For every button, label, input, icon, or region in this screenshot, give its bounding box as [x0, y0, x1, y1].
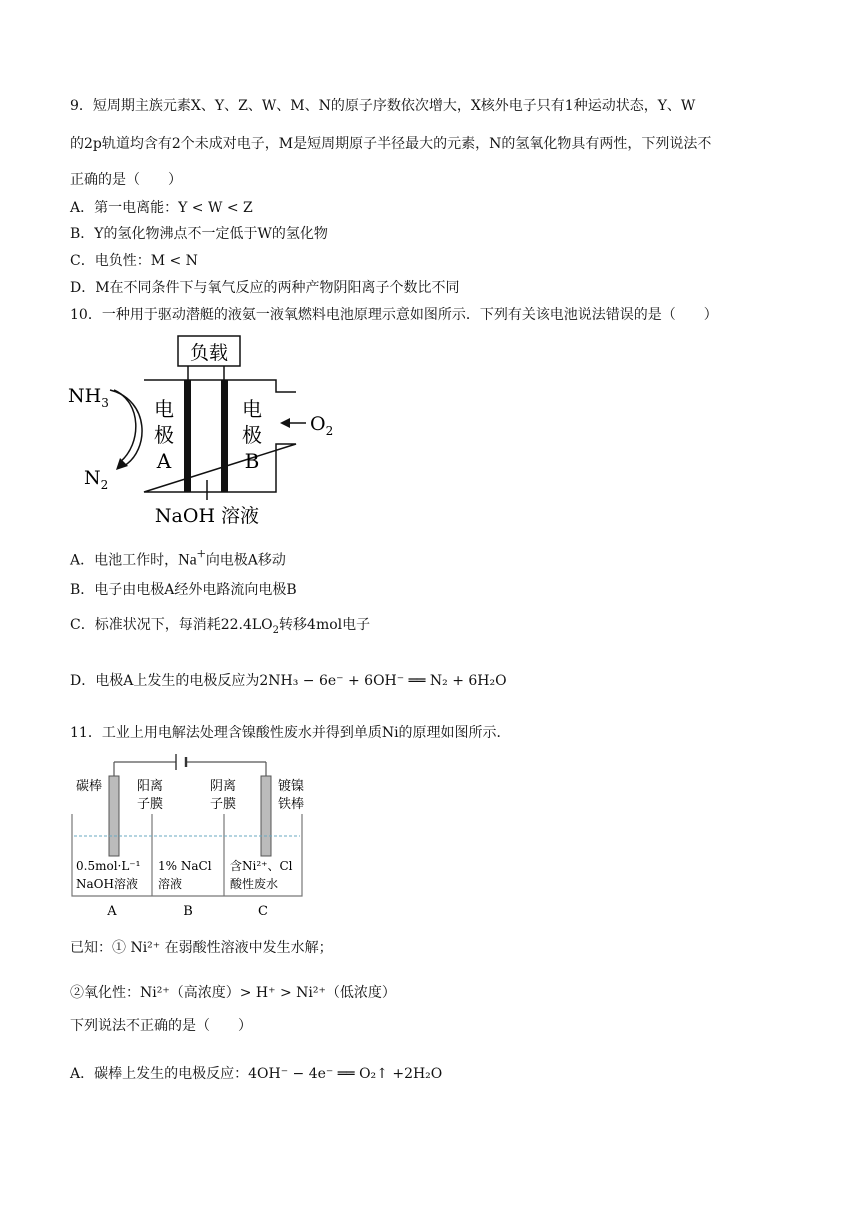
- carbon-rod-label: 碳棒: [76, 779, 103, 794]
- solution-label: NaOH 溶液: [154, 505, 260, 527]
- compartment-c-label: C: [258, 904, 268, 919]
- q10-option-b: B．电子由电极A经外电路流向电极B: [70, 582, 297, 598]
- electrode-b-plate: [221, 380, 228, 492]
- q9-option-c: C．电负性：M < N: [70, 253, 198, 269]
- q11-stem: 11．工业上用电解法处理含镍酸性废水并得到单质Ni的原理如图所示．: [70, 725, 511, 741]
- nh3-label: $NH_3$: [68, 385, 109, 410]
- compartment-a-label: A: [107, 904, 117, 919]
- q11-known-1: 已知：① Ni²⁺ 在弱酸性溶液中发生水解；: [70, 940, 333, 956]
- q10-option-d: D．电极A上发生的电极反应为2NH₃ − 6e⁻ + 6OH⁻ ══ N₂ + 6H₂O: [70, 673, 507, 689]
- q11-ask: 下列说法不正确的是（ ）: [70, 1018, 252, 1034]
- q9-option-d: D．M在不同条件下与氧气反应的两种产物阴阳离子个数比不同: [70, 280, 460, 296]
- o2-label: $O_2$: [310, 413, 334, 438]
- electrode-a-char2: 极: [154, 423, 174, 447]
- nickel-plated-iron-rod: [261, 776, 271, 856]
- electrode-a-plate: [184, 380, 191, 492]
- q9-option-b: B．Y的氢化物沸点不一定低于W的氢化物: [70, 226, 328, 242]
- nh3-to-n2-arrow: [114, 390, 136, 462]
- electrode-a-char3: A: [156, 449, 172, 473]
- cell-a-text-2: NaOH溶液: [76, 877, 138, 891]
- q9-stem-line2: 的2p轨道均含有2个未成对电子，M是短周期原子半径最大的元素，N的氢氧化物具有两性，下列说法不: [70, 136, 712, 152]
- cell-b-text-2: 溶液: [158, 877, 183, 891]
- q9-stem-line1: 9．短周期主族元素X、Y、Z、W、M、N的原子序数依次增大，X核外电子只有1种运动状态，Y、W: [70, 98, 696, 114]
- electrolysis-diagram: [70, 752, 310, 922]
- nickel-rod-label-1: 镀镍: [278, 779, 305, 794]
- fuel-cell-diagram: [64, 334, 354, 528]
- cell-c-text-1: 含Ni²⁺、Cl: [230, 859, 293, 873]
- electrode-a-char1: 电: [154, 397, 174, 421]
- cation-membrane-label-1: 阳离: [137, 779, 164, 794]
- carbon-rod: [109, 776, 119, 856]
- compartment-b-label: B: [183, 904, 193, 919]
- q11-known-2: ②氧化性：Ni²⁺（高浓度）> H⁺ > Ni²⁺（低浓度）: [70, 985, 396, 1001]
- q10-option-c: C．标准状况下，每消耗$22.4LO_2$转移4mol电子: [70, 617, 371, 636]
- q9-option-a: A．第一电离能：Y < W < Z: [70, 200, 253, 216]
- n2-label: $N_2$: [84, 467, 109, 492]
- q9-stem-line3: 正确的是（ ）: [70, 172, 182, 188]
- nickel-rod-label-2: 铁棒: [278, 797, 305, 812]
- electrode-b-char1: 电: [242, 397, 262, 421]
- electrode-b-char2: 极: [242, 423, 262, 447]
- anion-membrane-label-1: 阴离: [210, 779, 237, 794]
- load-label: 负载: [189, 342, 229, 364]
- q10-stem: 10．一种用于驱动潜艇的液氨一液氧燃料电池原理示意如图所示．下列有关该电池说法错误的是（ ）: [70, 307, 718, 323]
- cell-c-text-2: 酸性废水: [230, 877, 279, 891]
- cation-membrane-label-2: 子膜: [137, 797, 164, 812]
- electrode-b-char3: B: [244, 449, 260, 473]
- q11-option-a: A．碳棒上发生的电极反应：4OH⁻ − 4e⁻ ══ O₂↑ +2H₂O: [70, 1066, 443, 1082]
- cell-a-text-1: 0.5mol·L⁻¹: [76, 859, 141, 873]
- q10-option-a: A．电池工作时，Na+向电极A移动: [70, 546, 286, 569]
- cell-b-text-1: 1% NaCl: [158, 859, 212, 873]
- anion-membrane-label-2: 子膜: [210, 797, 237, 812]
